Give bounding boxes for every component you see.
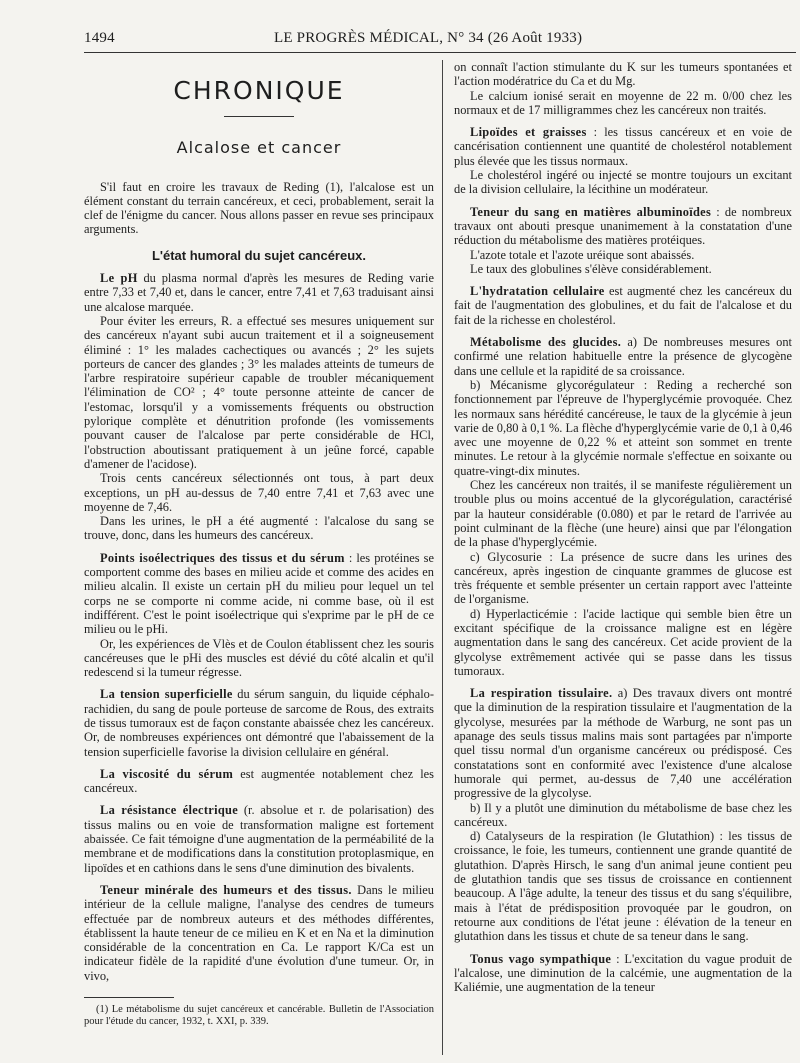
lead-albuminoides: Teneur du sang en matières albuminoïdes <box>470 204 712 219</box>
paragraph-ph <box>84 271 434 314</box>
paragraph-azote: L'azote totale et l'azote uréique sont abaissés. <box>470 247 695 262</box>
article-title: Alcalose et cancer <box>176 138 342 158</box>
paragraph-respiration-b: b) Il y a plutôt une diminution du métabolisme de base chez les cancéreux. <box>454 800 792 829</box>
paragraph-isoelectrique <box>84 551 434 637</box>
header-rule <box>84 52 796 53</box>
text-tonus: : L'excitation du vague produit de l'alcalose, une diminution de la calcémie, une augmentation de la Kaliémie, une augmentation de la teneur <box>454 951 792 995</box>
paragraph-glucides <box>454 335 792 378</box>
text-ph: du plasma normal d'après les mesures de Reding varie entre 7,33 et 7,40 et, dans le cancer, entre 7,41 et 7,63 traduisant ainsi une alcalose marquée. <box>84 271 434 314</box>
text-albuminoides: : de nombreux travaux ont abouti presque unanimement à la constatation d'une réduction du métabolisme des matières protéiques. <box>454 204 792 248</box>
paragraph-glucides-cancereux: Chez les cancéreux non traités, il se manifeste régulièrement un trouble plus ou moins accentué de la glycorégulation, caractérisé par la hauteur considérable (0.080) et par le retard de l'arrivée au point culminant de la flèche (une heure) ainsi que par l'élongation de la phase d'hyperglycémie. <box>454 478 792 550</box>
text-isoelectrique: : les protéines se comportent comme des bases en milieu acide et comme des acides en milieu alcalin. Il existe un certain pH du milieu pour lequel un tel corps ne se comporte ni comme acide, ni comme base, où il est indifférent. C'est le point isoélectrique qui s'exprime par le pH de ce milieu ou le pHi. <box>84 550 435 637</box>
paragraph-lipoides <box>454 125 792 168</box>
lead-teneur-minerale: Teneur minérale des humeurs et des tissus. <box>100 882 352 897</box>
paragraph-globulines: Le taux des globulines s'élève considérablement. <box>470 261 712 276</box>
paragraph-teneur-minerale <box>84 883 434 983</box>
footnote-rule <box>84 997 174 998</box>
paragraph-glucides-c: c) Glycosurie : La présence de sucre dans les urines des cancéreux, après ingestion de cinquante grammes de glucose est très fréquente et semble présenter un certain rapport avec l'atteinte de l'organisme. <box>454 549 792 607</box>
page-number: 1494 <box>84 30 115 46</box>
text-glucides: a) De nombreuses mesures ont confirmé une relation habituelle entre la présence de glycogène dans une cellule et la rapidité de sa croissance. <box>454 335 792 378</box>
paragraph-albuminoides <box>454 205 792 248</box>
paragraph-calcium: Le calcium ionisé serait en moyenne de 22 m. 0/00 chez les normaux et de 17 milligrammes chez les cancéreux non traités. <box>454 88 792 117</box>
section-title: CHRONIQUE <box>173 76 345 105</box>
lead-glucides: Métabolisme des glucides. <box>470 335 622 350</box>
paragraph-resistance <box>84 803 434 874</box>
running-title: LE PROGRÈS MÉDICAL, N° 34 (26 Août 1933) <box>274 30 583 46</box>
lead-lipoides: Lipoïdes et graisses <box>470 125 587 140</box>
intro-paragraph: S'il faut en croire les travaux de Reding (1), l'alcalose est un élément constant du terrain cancéreux, et ceci, probablement, serait la clef de l'énigme du cancer. Nous allons passer en revue ses principaux arguments. <box>84 179 434 237</box>
lead-tonus: Tonus vago sympathique <box>470 951 612 966</box>
paragraph-hydratation <box>454 284 792 327</box>
lead-viscosite: La viscosité du sérum <box>100 766 234 781</box>
lead-tension: La tension superficielle <box>100 687 233 702</box>
text-lipoides: : les tissus cancéreux et en voie de cancérisation contiennent une quantité de cholestérol notablement plus élevée que les tissus normaux. <box>454 125 792 168</box>
paragraph-tension <box>84 687 434 758</box>
paragraph-erreurs: Pour éviter les erreurs, R. a effectué ses mesures uniquement sur des cancéreux n'ayant subi aucun traitement et il a soigneusement éliminé : 1° les malades cachectiques ou avancés ; 2° les sujets porteurs de cancer des glandes ; 3° les malades atteints de tumeurs de l'arbre respiratoire supérieur capable de troubler mécaniquement l'élimination de CO² ; 4° toute personne atteinte de cancer de l'estomac, lorsqu'il y a vomissements fréquents ou obstruction pylorique complète et dénutrition profonde (les vomissements pouvant causer de l'alcalose par perte considérable de HCl, l'obstruction aboutissant pratiquement à un jeûne forcé, capable d'amener de l'acidose). <box>84 313 434 471</box>
text-viscosite: est augmentée notablement chez les cancéreux. <box>84 766 434 796</box>
text-respiration: a) Des travaux divers ont montré que la diminution de la respiration tissulaire et l'augmentation de la glycolyse, mesurées par la méthode de Warburg, ne sont pas un apanage des seuls tissus malins mais sont partagées par n'importe quel tissu normal d'un organisme cancéreux ou prédisposé. Ces constatations sont en conformité avec l'existence d'une alcalose humorale qui permet, au-dessus de 7,40 une accélération progressive de la glycolyse. <box>454 686 792 801</box>
paragraph-viscosite <box>84 767 434 796</box>
right-column <box>454 60 792 1002</box>
left-column <box>84 60 434 1036</box>
text-hydratation: est augmenté chez les cancéreux du fait de l'augmentation des globulines, et du fait de l'alcalose et du fait de la richesse en cholestérol. <box>454 284 792 327</box>
text-teneur-minerale: Dans le milieu intérieur de la cellule maligne, l'analyse des cendres de tumeurs effectuée par de nombreux auteurs et des méthodes différentes, établissent la haute teneur de ce milieu en K et en Na et la diminution considérable de la concentration en Ca. Le rapport K/Ca est un indicateur fidèle de la rapidité d'une évolution d'une tumeur. Or, in vivo, <box>84 882 434 983</box>
paragraph-glucides-b: b) Mécanisme glycorégulateur : Reding a recherché son fonctionnement par l'épreuve de l'hyperglycémie provoquée. Chez les normaux sans hérédité cancéreuse, le taux de la glycémie à jeun varie de 0,80 à 0,1 %. La flèche d'hyperglycémie varie de 0,1 à 0,46 avec une moyenne de 0,22 % et atteint son sommet en trente minutes. Le retour à la glycémie normale s'effectue en soixante ou quatre-vingt-dix minutes. <box>454 377 792 478</box>
paragraph-respiration <box>454 686 792 800</box>
paragraph-vles: Or, les expériences de Vlès et de Coulon établissent chez les souris cancéreuses que le pHi des muscles est dévié du côté alcalin et qu'il redescend si la tumeur régresse. <box>84 636 434 680</box>
lead-respiration: La respiration tissulaire. <box>470 686 613 701</box>
title-rule <box>224 116 294 117</box>
section-heading: L'état humoral du sujet cancéreux. <box>151 247 367 263</box>
lead-hydratation: L'hydratation cellulaire <box>470 284 605 299</box>
paragraph-continuation: on connaît l'action stimulante du K sur les tumeurs spontanées et l'action modératrice du Ca et du Mg. <box>454 60 792 89</box>
paragraph-respiration-d: d) Catalyseurs de la respiration (le Glutathion) : les tissus de croissance, le foie, les tumeurs, contiennent une grande quantité de glutathion. D'après Hirsch, le sang d'un animal jeune contient peu de glutathion tandis que ses tissus de croissance en contiennent beaucoup. A l'âge adulte, la teneur des tissus et du sang s'équilibre, mais à l'état de prédisposition provoquée par le goudron, on retourne aux conditions de l'état jeune : élévation de la teneur en glutathion dans les tissus et chute de sa teneur dans le sang. <box>454 829 792 944</box>
running-header <box>84 30 796 52</box>
column-divider <box>442 60 443 1055</box>
lead-resistance: La résistance électrique <box>100 803 239 818</box>
lead-ph: Le pH <box>100 271 138 286</box>
paragraph-trois-cents: Trois cents cancéreux sélectionnés ont tous, à part deux exceptions, un pH au-dessus de 7,40 entre 7,41 et 7,63 avec une moyenne de 7,46. <box>84 471 434 514</box>
paragraph-tonus <box>454 952 792 995</box>
text-tension: du sérum sanguin, du liquide céphalo-rachidien, du sang de poule porteuse de sarcome de Rous, des extraits de tissus tumoraux est de façon constante abaissée chez les cancéreux. Or, de nombreuses expériences ont démontré que l'abaissement de la tension superficielle favorise la division cellulaire en général. <box>84 687 434 759</box>
footnote: (1) Le métabolisme du sujet cancéreux et cancérable. Bulletin de l'Association pour l'étude du cancer, 1932, t. XXI, p. 339. <box>84 1004 434 1028</box>
paragraph-glucides-d: d) Hyperlacticémie : l'acide lactique qui semble bien être un excitant spécifique de la croissance maligne est en légère augmentation dans le sang des cancéreux. Cet acide provient de la glycolyse extrêmement activée qui se passe dans les tissus tumoraux. <box>454 606 792 678</box>
paragraph-cholesterol: Le cholestérol ingéré ou injecté se montre toujours un excitant de la division cellulaire, la lécithine un modérateur. <box>454 168 792 197</box>
text-resistance: (r. absolue et r. de polarisation) des tissus malins ou en voie de transformation maligne est fortement abaissée. Ce fait témoigne d'une augmentation de la perméabilité de la membrane et de modifications dans la constitution protoplasmique, en lipoïdes et en cathions dans le sens d'une diminution des bivalents. <box>84 803 434 875</box>
paragraph-urines: Dans les urines, le pH a été augmenté : l'alcalose du sang se trouve, donc, dans les humeurs des cancéreux. <box>84 514 434 543</box>
lead-isoelectrique: Points isoélectriques des tissus et du sérum <box>100 550 345 565</box>
